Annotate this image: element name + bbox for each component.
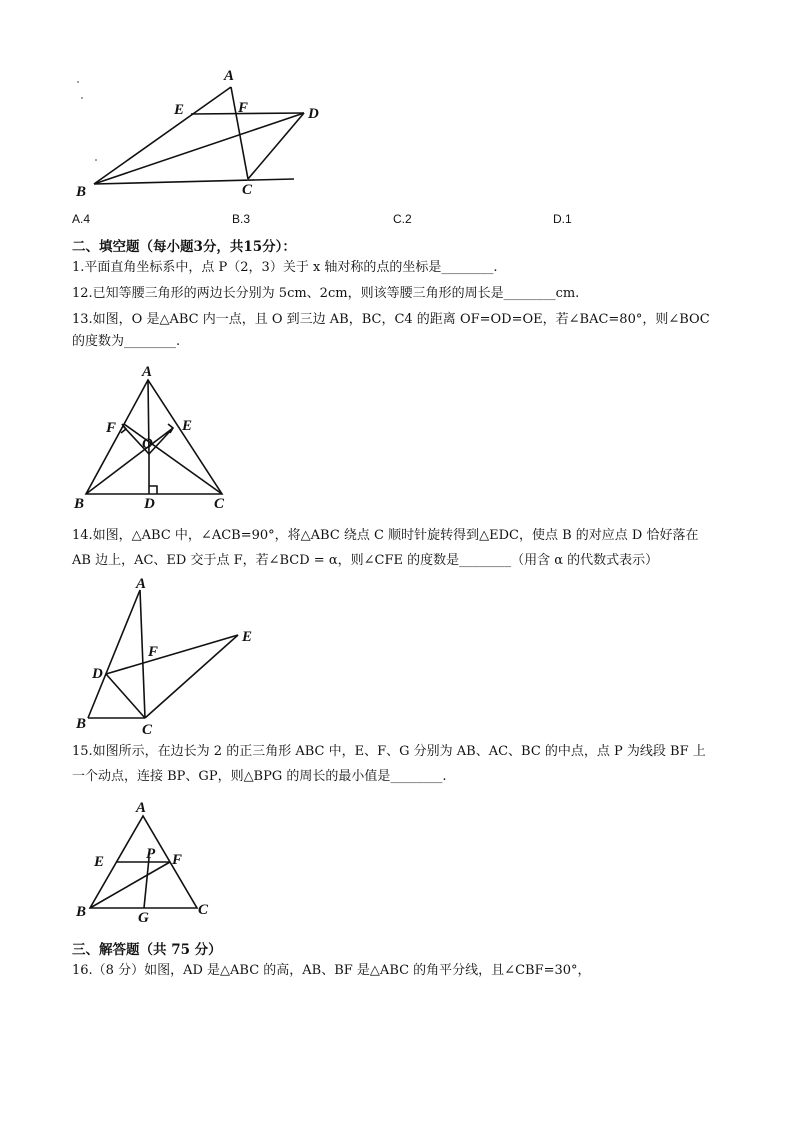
fig3-label-B: B: [76, 716, 87, 732]
fig3-label-E: E: [242, 629, 253, 645]
figure-1-svg: [66, 62, 346, 202]
figure-4: [70, 796, 220, 926]
fig3-label-F: F: [148, 644, 159, 660]
question-14-line-2: AB 边上，AC、ED 交于点 F，若∠BCD = α，则∠CFE 的度数是________（用含 α 的代数式表示）: [72, 553, 659, 568]
figure-2: [70, 362, 240, 512]
fig4-label-F: F: [172, 852, 183, 868]
question-11: 1.平面直角坐标系中，点 P（2，3）关于 x 轴对称的点的坐标是________.: [72, 260, 498, 275]
figure-2-svg: [70, 362, 240, 512]
section-2-title: 二、填空题（每小题3分，共15分）：: [72, 239, 296, 255]
fig3-label-C: C: [142, 722, 153, 738]
fig1-label-A: A: [224, 68, 235, 84]
fig2-label-F: F: [106, 420, 117, 436]
fig1-label-B: B: [76, 184, 87, 200]
fig4-label-B: B: [76, 904, 87, 920]
fig1-label-D: D: [308, 106, 319, 122]
fig4-label-P: P: [146, 846, 156, 862]
fig1-label-C: C: [242, 182, 253, 198]
fig2-label-B: B: [74, 496, 85, 512]
question-13-line-2: 的度数为________.: [72, 334, 181, 349]
fig2-label-O: O: [142, 436, 153, 452]
fig4-label-G: G: [138, 910, 149, 926]
fig4-label-C: C: [198, 902, 209, 918]
figure-3: [70, 578, 270, 738]
fig4-label-E: E: [94, 854, 105, 870]
figure-3-svg: [70, 578, 270, 738]
section-3-title: 三、解答题（共 75 分）: [72, 942, 222, 958]
fig3-label-A: A: [136, 578, 147, 592]
fig1-label-E: E: [174, 102, 185, 118]
option-b: B.3: [232, 212, 251, 226]
fig2-label-E: E: [182, 418, 193, 434]
figure-1: [66, 62, 346, 202]
fig3-label-D: D: [92, 666, 103, 682]
question-16: 16.（8 分）如图，AD 是△ABC 的高，AB、BF 是△ABC 的角平分线，且∠CBF=30°，: [72, 963, 591, 978]
question-14-line-1: 14.如图，△ABC 中，∠ACB=90°，将△ABC 绕点 C 顺时针旋转得到△EDC，使点 B 的对应点 D 恰好落在: [72, 528, 699, 543]
figure-4-svg: [70, 796, 220, 926]
fig2-label-C: C: [214, 496, 225, 512]
fig2-label-D: D: [144, 496, 155, 512]
question-15-line-2: 一个动点，连接 BP、GP，则△BPG 的周长的最小值是________.: [72, 769, 447, 784]
option-c: C.2: [393, 212, 412, 226]
fig4-label-A: A: [136, 800, 147, 816]
option-d: D.1: [553, 212, 572, 226]
fig2-label-A: A: [142, 364, 153, 380]
question-13-line-1: 13.如图，O 是△ABC 内一点，且 O 到三边 AB，BC，C4 的距离 OF=OD=OE，若∠BAC=80°，则∠BOC: [72, 312, 710, 327]
option-a: A.4: [72, 212, 91, 226]
question-12: 12.已知等腰三角形的两边长分别为 5cm、2cm，则该等腰三角形的周长是________cm.: [72, 286, 580, 301]
question-15-line-1: 15.如图所示，在边长为 2 的正三角形 ABC 中，E、F、G 分别为 AB、AC、BC 的中点，点 P 为线段 BF 上: [72, 744, 706, 759]
fig1-label-F: F: [238, 100, 249, 116]
